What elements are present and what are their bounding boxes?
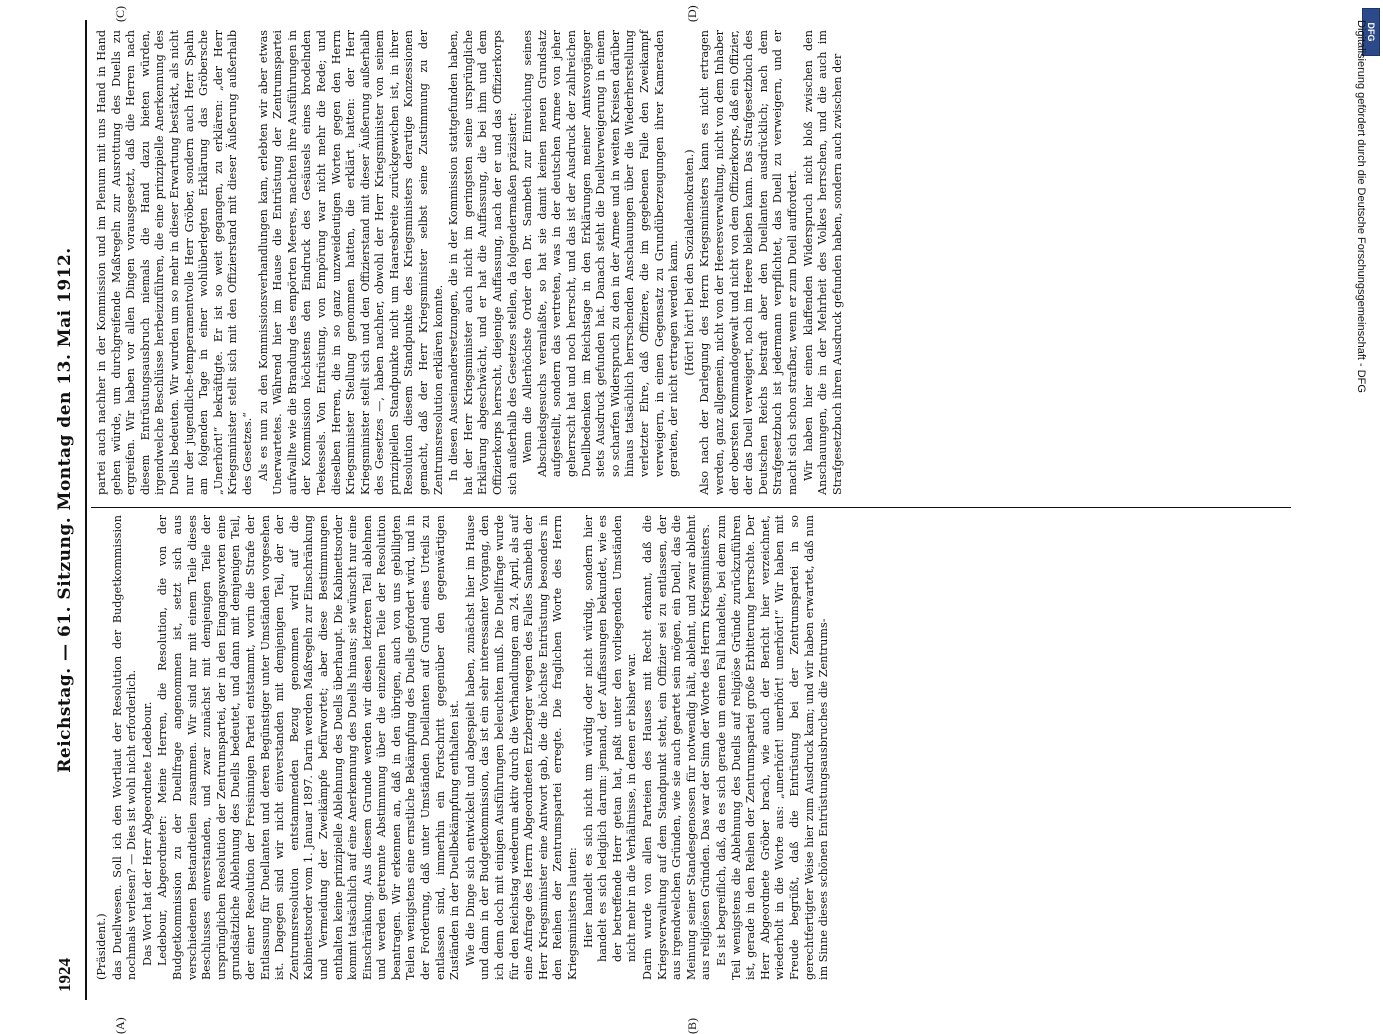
page-title: Reichstag. — 61. Sitzung. Montag den 13. Mai 1912. (55, 247, 75, 773)
margin-marker-a: (A) (113, 1017, 127, 1034)
paragraph: partei auch nachher in der Kommission und im Plenum mit uns Hand in Hand gehen würde, um durchgreifende Maßregeln zur Ausrottung des Duells zu ergreifen. Wir haben vor allen Dingen vorausgesetzt, daß die Herren nach diesem Entrüstungsausbruch niemals die Hand dazu bieten würden, irgendwelche Beschlüsse herbeizuführen, die eine prinzipielle Anerkennung des Duells bedeuten. Wir wurden um so mehr in dieser Erwartung bestärkt, als nicht nur der jugendliche-temperamentvolle Herr Gröber, sondern auch Herr Spahn am folgenden Tage in einer wohlüberlegten Erklärung das Gröbersche „Unerhört!“ bekräftigte. Er ist so weit gegangen, zu erklären: „der Herr Kriegsminister stellt sich mit den Offizierstand mit dieser Äußerung außerhalb des Gesetzes.“ (95, 30, 254, 495)
digitization-note-text: Digitalisierung gefördert durch die Deutsche Forschungsgemeinschaft - DFG (1355, 20, 1367, 393)
paragraph: Wie die Dinge sich entwickelt und abgespielt haben, zunächst hier im Hause und dann in der Budgetkommission, das ist ein sehr interessanter Vorgang, den ich denn doch mit einigen Ausführungen beleuchten muß. Die Duellfrage wurde für den Reichstag wiederum aktiv durch die Verhandlungen am 24. April, als auf eine Anfrage des Herrn Abgeordneten Erzberger wegen des Falles Sambeth der Herr Kriegsminister eine Antwort gab, die die höchste Entrüstung besonders in den Reihen der Zentrumspartei erregte. Die fraglichen Worte des Herrn Kriegsministers lauten: (463, 515, 579, 980)
dfg-logo-text: DFG (1366, 22, 1376, 42)
right-column (95, 30, 846, 495)
paragraph: Als es nun zu den Kommissionsverhandlungen kam, erlebten wir aber etwas Unerwartetes. Während hier im Hause die Entrüstung der Zentrumspartei aufwallte wie die Brandung des empörten Meeres, machten ihre Ausführungen in der Kommission höchstens den Eindruck des Gesäusels eines brodelnden Teekessels. Von Entrüstung, von Empörung war nicht mehr die Rede; und dieselben Herren, die in so ganz unzweideutigen Worten gegen den Herrn Kriegsminister Stellung genommen hatten, die erklärt hatten: der Herr Kriegsminister stellt sich und den Offizierstand mit dieser Äußerung außerhalb des Gesetzes —, haben nachher, obwohl der Herr Kriegsminister von seinem prinzipiellen Standpunkte nicht um Haaresbreite zurückgewichen ist, in ihrer Resolution diesem Standpunkte des Kriegsministers derartige Konzessionen gemacht, daß der Herr Kriegsminister selbst seine Zustimmung zu der Zentrumsresolution erklären konnte. (256, 30, 445, 495)
paragraph: In diesen Auseinandersetzungen, die in der Kommission stattgefunden haben, hat der Herr Kriegsminister auch nicht im geringsten seine ursprüngliche Erklärung abgeschwächt, und er hat die Auffassung, die bei ihm und dem Offizierkorps herrscht, diejenige Auffassung, nach der er und das Offizierkorps sich außerhalb des Gesetzes stellen, da folgendermaßen präzisiert: (447, 30, 519, 495)
paragraph: Ledebour, Abgeordneter: Meine Herren, die Resolution, die von der Budgetkommission zu der Duellfrage angenommen ist, setzt sich aus verschiedenen Bestandteilen zusammen. Wir sind nur mit einem Teile dieses Beschlusses einverstanden, und zwar zunächst mit demjenigen Teile der ursprünglichen Resolution der Zentrumspartei, der in den Eingangsworten eine grundsätzliche Ablehnung des Duells bedeutet, und dann mit demjenigen Teil, der einer Resolution der Freisinnigen Partei entstammt, worin die Strafe der Entlassung für Duellanten und deren Begünstiger unter Umständen vorgesehen ist. Dagegen sind wir nicht einverstanden mit demjenigen Teil, der der Zentrumsresolution entstammenden Bezug genommen wird auf die Kabinettsorder vom 1. Januar 1897. Darin werden Maßregeln zur Einschränkung und Vermeidung der Zweikämpfe befürwortet; aber diese Bestimmungen enthalten keine prinzipielle Ablehnung des Duells überhaupt. Die Kabinettsorder kommt tatsächlich auf eine Anerkennung des Duells hinaus; sie wünscht nur eine Einschränkung. Aus diesem Grunde werden wir diesen letzteren Teil ablehnen und werden getrennte Abstimmung über die einzelnen Teile der Resolution beantragen. Wir erkennen an, daß in den übrigen, auch von uns gebilligten Teilen wenigstens eine ernstliche Bekämpfung des Duells gefordert wird, und in der Forderung, daß unter Umständen Duellanten auf Grund eines Urteils zu entlassen sind, immerhin ein Fortschritt gegenüber den gegenwärtigen Zuständen in der Duellbekämpfung enthalten ist. (156, 515, 462, 980)
margin-marker-c: (C) (113, 6, 127, 22)
paragraph: das Duellwesen. Soll ich den Wortlaut der Resolution der Budgetkommission nochmals verlesen? — Dies ist wohl nicht erforderlich. (110, 515, 139, 980)
quote-paragraph: Wenn die Allerhöchste Order den Dr. Sambeth zur Einreichung seines Abschiedsgesuchs veranlaßte, so hat sie damit keinen neuen Grundsatz aufgestellt, sondern das vertreten, was in der deutschen Armee von jeher geherrscht hat und noch herrscht, und das ist der Ausdruck der zahlreichen Duellbedenken im Reichstage in den Erklärungen meiner Amtsvorgänger stets Ausdruck gefunden hat. Danach steht die Duellverweigerung in einem so scharfen Widerspruch zu den in der Armee und in weiten Kreisen darüber hinaus tatsächlich herrschenden Anschauungen über die Wiederherstellung verletzter Ehre, daß Offiziere, die im gegebenen Falle den Zweikampf verweigern, in einen Gegensatz zu Grundüberzeugungen ihrer Kameraden geraten, der nicht ertragen werden kann. (521, 30, 681, 477)
paragraph: Also nach der Darlegung des Herrn Kriegsministers kann es nicht ertragen werden, ganz allgemein, nicht von der Heeresverwaltung, nicht von dem Inhaber der obersten Kommandogewalt und nicht von dem Offizierkorps, daß ein Offizier, der das Duell verweigert, noch im Heere bleiben kann. Das Strafgesetzbuch des Deutschen Reichs bestraft aber den Duellanten ausdrücklich; nach dem Strafgesetzbuch ist jedermann verpflichtet, das Duell zu verweigern, und er macht sich schon strafbar, wenn er zum Duell auffordert. (698, 30, 799, 495)
speaker-note: (Präsident.) (95, 913, 108, 980)
quote-paragraph: Hier handelt es sich nicht um würdig oder nicht würdig, sondern hier handelt es sich lediglich darum: jemand, der Auffassungen bekundet, wie es der betreffende Herr getan hat, paßt unter den vorliegenden Umständen nicht mehr in die Verhältnisse, in denen er bisher war. (581, 515, 639, 962)
paragraph: Das Wort hat der Herr Abgeordnete Ledebour. (140, 701, 154, 966)
page-number: 1924 (55, 958, 74, 992)
page-header (45, 20, 87, 1000)
left-column (95, 515, 833, 980)
margin-marker-b: (B) (685, 1018, 699, 1034)
column-divider (91, 507, 1291, 508)
interjection: (Hört! hört! bei den Sozialdemokraten.) (682, 149, 696, 376)
paragraph: Wir haben hier einen klaffenden Widerspruch nicht bloß zwischen den Anschauungen, die in der Mehrheit des Volkes herrschen, und die auch im Strafgesetzbuch ihren Ausdruck gefunden haben, sondern auch zwischen der (801, 30, 844, 495)
paragraph: Darin wurde von allen Parteien des Hauses mit Recht erkannt, daß die Kriegsverwaltung auf dem Standpunkt steht, ein Offizier sei zu entlassen, der aus irgendwelchen Gründen, wie sie auch geartet sein mögen, ein Duell, das die Meinung seiner Standesgenossen für notwendig hält, ablehnt, und zwar ablehnt aus religiösen Gründen. Das war der Sinn der Worte des Herrn Kriegsministers. (640, 515, 713, 980)
margin-marker-d: (D) (685, 5, 699, 22)
paragraph: Es ist begreiflich, daß, da es sich gerade um einen Fall handelte, bei dem zum Teil wenigstens die Ablehnung des Duells auf religiöse Gründe zurückzuführen ist, gerade in den Reihen der Zentrumspartei große Erbitterung herrschte. Der Herr Abgeordnete Gröber brach, wie auch der Bericht hier verzeichnet, wiederholt in die Worte aus: „unerhört! unerhört! unerhört!“ Wir haben mit Freude begrüßt, daß die Entrüstung bei der Zentrumspartei in so gerechtfertigter Weise hier zum Ausdruck kam; und wir haben erwartet, daß nun im Sinne dieses schönen Entrüstungsausbruches die Zentrums- (714, 515, 831, 980)
digitization-note (1350, 20, 1372, 980)
rotated-page (45, 5, 1300, 1034)
